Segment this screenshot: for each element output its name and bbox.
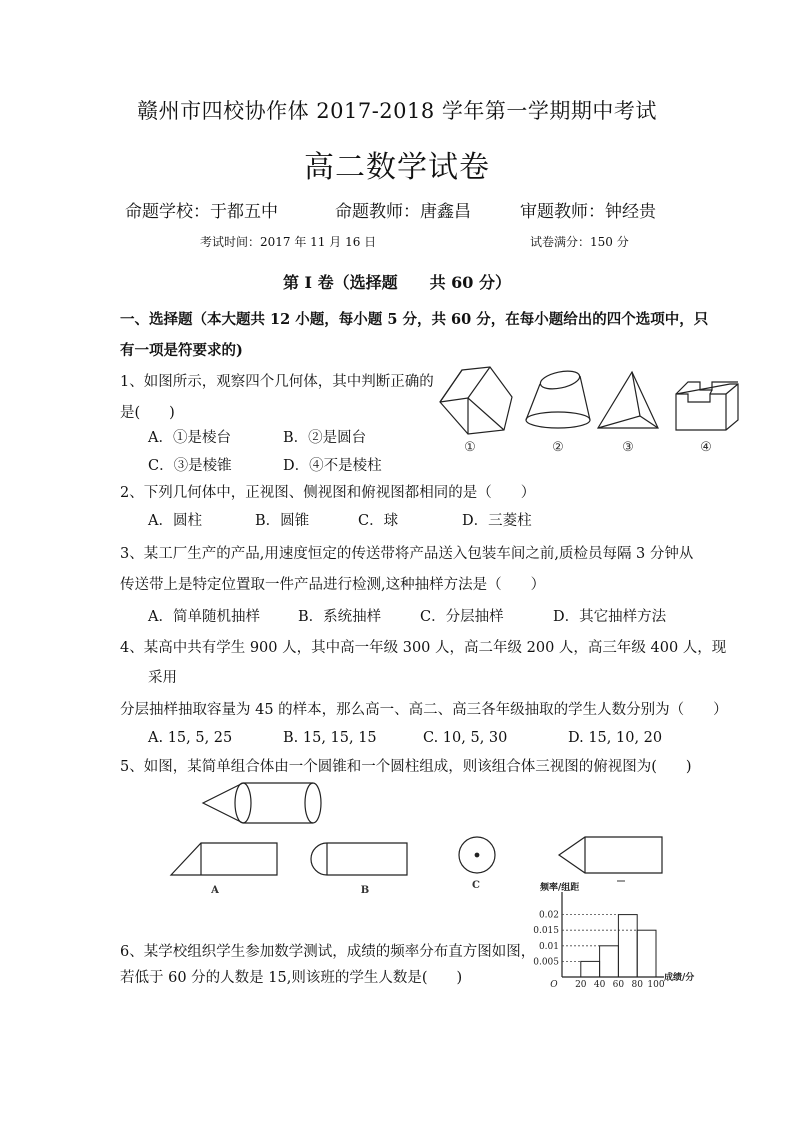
view-option-b — [311, 843, 407, 875]
view-option-a — [171, 843, 277, 875]
q1-stem-line2: 是( ) — [120, 405, 175, 421]
q4-option-d: D. 15, 10, 20 — [568, 730, 663, 746]
solid-4-figure — [676, 382, 738, 430]
q5-stem: 5、如图，某简单组合体由一个圆锥和一个圆柱组成，则该组合体三视图的俯视图为( ) — [120, 759, 692, 775]
reviewer-label: 审题教师：钟经贵 — [520, 202, 656, 222]
q3-stem-line2: 传送带上是特定位置取一件产品进行检测,这种抽样方法是（ ） — [120, 577, 546, 593]
frequency-histogram — [502, 880, 712, 992]
q4-stem-line3: 分层抽样抽取容量为 45 的样本，那么高一、高二、高三各年级抽取的学生人数分别为（ ） — [120, 702, 728, 718]
exam-time: 考试时间：2017 年 11 月 16 日 — [200, 235, 377, 249]
q4-option-c: C. 10, 5, 30 — [423, 730, 508, 746]
y-tick-label: 0.02 — [538, 910, 559, 921]
section-instruction-line1: 一、选择题（本大题共 12 小题，每小题 5 分，共 60 分，在每小题给出的四个选项中，只 — [120, 311, 709, 328]
q1-option-b: B．②是圆台 — [283, 430, 367, 446]
q1-option-a: A．①是棱台 — [148, 430, 231, 446]
x-tick-label: O — [550, 980, 558, 990]
y-tick-label: 0.015 — [533, 926, 559, 937]
exam-subtitle: 高二数学试卷 — [304, 150, 490, 185]
x-tick-label: 40 — [593, 980, 606, 990]
q2-option-d: D．三菱柱 — [462, 513, 532, 529]
solid-2-figure — [526, 368, 590, 428]
x-tick-label: 60 — [612, 980, 625, 990]
view-option-c — [459, 837, 495, 873]
q4-stem-line2: 采用 — [148, 670, 177, 686]
solid-2-label: ② — [552, 440, 564, 455]
full-score: 试卷满分：150 分 — [530, 235, 629, 249]
q2-option-c: C．球 — [358, 513, 399, 529]
q6-stem-line1: 6、某学校组织学生参加数学测试，成绩的频率分布直方图如图， — [120, 944, 536, 960]
q3-option-d: D．其它抽样方法 — [553, 609, 667, 625]
q2-stem: 2、下列几何体中，正视图、侧视图和俯视图都相同的是（ ） — [120, 485, 536, 501]
q3-option-a: A．简单随机抽样 — [148, 609, 260, 625]
exam-title: 赣州市四校协作体 2017-2018 学年第一学期期中考试 — [137, 99, 657, 123]
q6-stem-line2: 若低于 60 分的人数是 15,则该班的学生人数是( ) — [120, 970, 463, 986]
histogram-xlabel: 成绩/分 — [664, 973, 695, 983]
solid-4-label: ④ — [700, 440, 712, 455]
q4-option-b: B. 15, 15, 15 — [283, 730, 377, 746]
author-label: 命题教师：唐鑫昌 — [335, 202, 471, 222]
q2-option-b: B．圆锥 — [255, 513, 310, 529]
section-instruction-line2: 有一项是符要求的) — [120, 342, 243, 359]
histogram-bar — [600, 946, 619, 977]
solid-1-figure — [440, 367, 512, 434]
y-tick-label: 0.01 — [538, 941, 559, 952]
q1-stem-line1: 1、如图所示，观察四个几何体，其中判断正确的 — [120, 374, 434, 390]
section-title: 第 I 卷（选择题 共 60 分） — [282, 273, 512, 292]
q4-stem-line1: 4、某高中共有学生 900 人，其中高一年级 300 人，高二年级 200 人，高三年级 400 人，现 — [120, 640, 727, 656]
histogram-bar — [581, 961, 600, 977]
q4-option-a: A. 15, 5, 25 — [148, 730, 233, 746]
q3-option-c: C．分层抽样 — [420, 609, 504, 625]
view-option-d — [559, 837, 662, 873]
y-tick-label: 0.005 — [533, 957, 559, 968]
q3-option-b: B．系统抽样 — [298, 609, 382, 625]
q2-option-a: A．圆柱 — [148, 513, 202, 529]
x-tick-label: 80 — [631, 980, 643, 990]
q1-solids-figure — [430, 362, 750, 457]
view-label-a: A — [211, 885, 219, 896]
histogram-ylabel: 频率/组距 — [540, 883, 580, 893]
x-tick-label: 20 — [575, 980, 587, 990]
q1-option-d: D．④不是棱柱 — [283, 458, 382, 474]
q3-stem-line1: 3、某工厂生产的产品,用速度恒定的传送带将产品送入包装车间之前,质检员每隔 3 分钟从 — [120, 546, 694, 562]
q1-option-c: C．③是棱锥 — [148, 458, 232, 474]
school-label: 命题学校：于都五中 — [125, 202, 278, 222]
histogram-bar — [618, 915, 637, 977]
cone-cylinder-solid — [203, 783, 321, 823]
histogram-bar — [637, 930, 656, 977]
solid-3-label: ③ — [622, 440, 634, 455]
solid-3-figure — [598, 372, 658, 428]
view-label-c: C — [472, 880, 480, 891]
solid-1-label: ① — [464, 440, 476, 455]
x-tick-label: 100 — [647, 980, 665, 990]
view-label-b: B — [360, 885, 370, 896]
